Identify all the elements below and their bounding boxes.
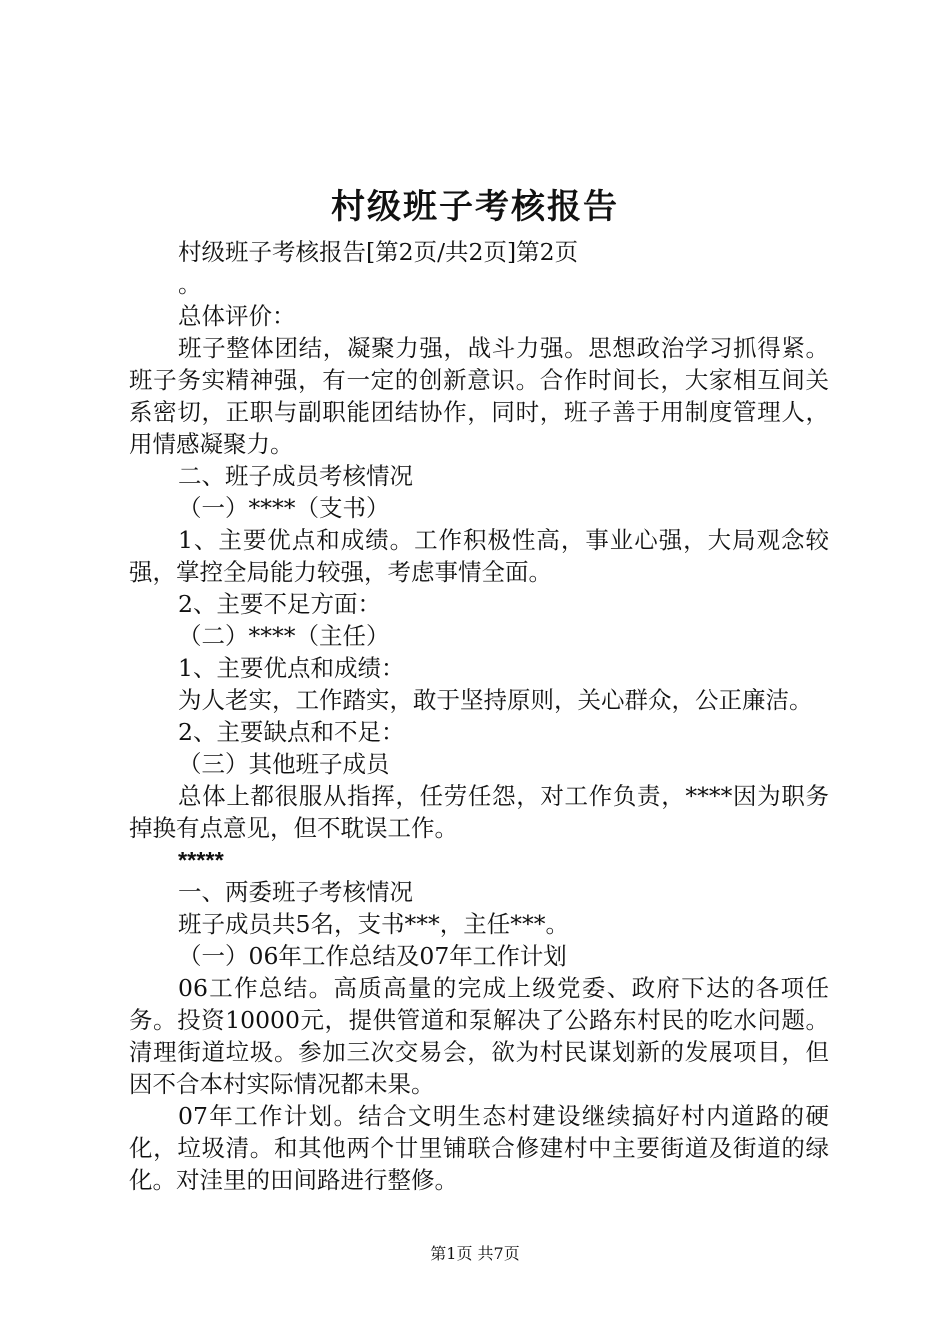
paragraph-director-strengths-heading: 1、主要优点和成绩： — [178, 654, 405, 682]
paragraph-other-members: 总体上都很服从指挥，任劳任怨，对工作负责，****因为职务掉换有点意见，但不耽误工作。 — [129, 782, 829, 842]
paragraph-period: 。 — [178, 270, 202, 298]
paragraph-director-strengths: 为人老实，工作踏实，敢于坚持原则，关心群众，公正廉洁。 — [178, 686, 813, 714]
paragraph-overall-evaluation: 班子整体团结，凝聚力强，战斗力强。思想政治学习抓得紧。班子务实精神强，有一定的创新意识。合作时间长，大家相互间关系密切，正职与副职能团结协作，同时，班子善于用制度管理人，用情感凝聚力。 — [129, 334, 829, 458]
paragraph-secretary-weaknesses: 2、主要不足方面： — [178, 590, 381, 618]
paragraph-director-weaknesses: 2、主要缺点和不足： — [178, 718, 405, 746]
document-body — [129, 236, 829, 1196]
subheading-director: （二）****（主任） — [178, 622, 390, 650]
subheading-other-members: （三）其他班子成员 — [178, 750, 390, 778]
section-heading-two-committees: 一、两委班子考核情况 — [178, 878, 413, 906]
paragraph-separator-stars: ***** — [178, 847, 224, 873]
paragraph-subtitle: 村级班子考核报告[第2页/共2页]第2页 — [178, 238, 579, 266]
paragraph-overall-heading: 总体评价： — [178, 302, 296, 330]
document-title: 村级班子考核报告 — [331, 187, 619, 227]
subheading-work-summary-plan: （一）06年工作总结及07年工作计划 — [178, 942, 567, 970]
paragraph-secretary-strengths: 1、主要优点和成绩。工作积极性高，事业心强，大局观念较强，掌控全局能力较强，考虑事情全面。 — [129, 526, 829, 586]
page-number-footer: 第1页 共7页 — [430, 1244, 520, 1263]
paragraph-member-count: 班子成员共5名，支书***，主任***。 — [178, 910, 569, 938]
paragraph-2007-plan: 07年工作计划。结合文明生态村建设继续搞好村内道路的硬化，垃圾清。和其他两个廿里铺联合修建村中主要街道及街道的绿化。对洼里的田间路进行整修。 — [129, 1102, 829, 1194]
subheading-party-secretary: （一）****（支书） — [178, 494, 390, 522]
paragraph-2006-summary: 06工作总结。高质高量的完成上级党委、政府下达的各项任务。投资10000元，提供管道和泵解决了公路东村民的吃水问题。清理街道垃圾。参加三次交易会，欲为村民谋划新的发展项目，但因不合本村实际情况都未果。 — [129, 974, 829, 1098]
section-heading-member-assessment: 二、班子成员考核情况 — [178, 462, 413, 490]
